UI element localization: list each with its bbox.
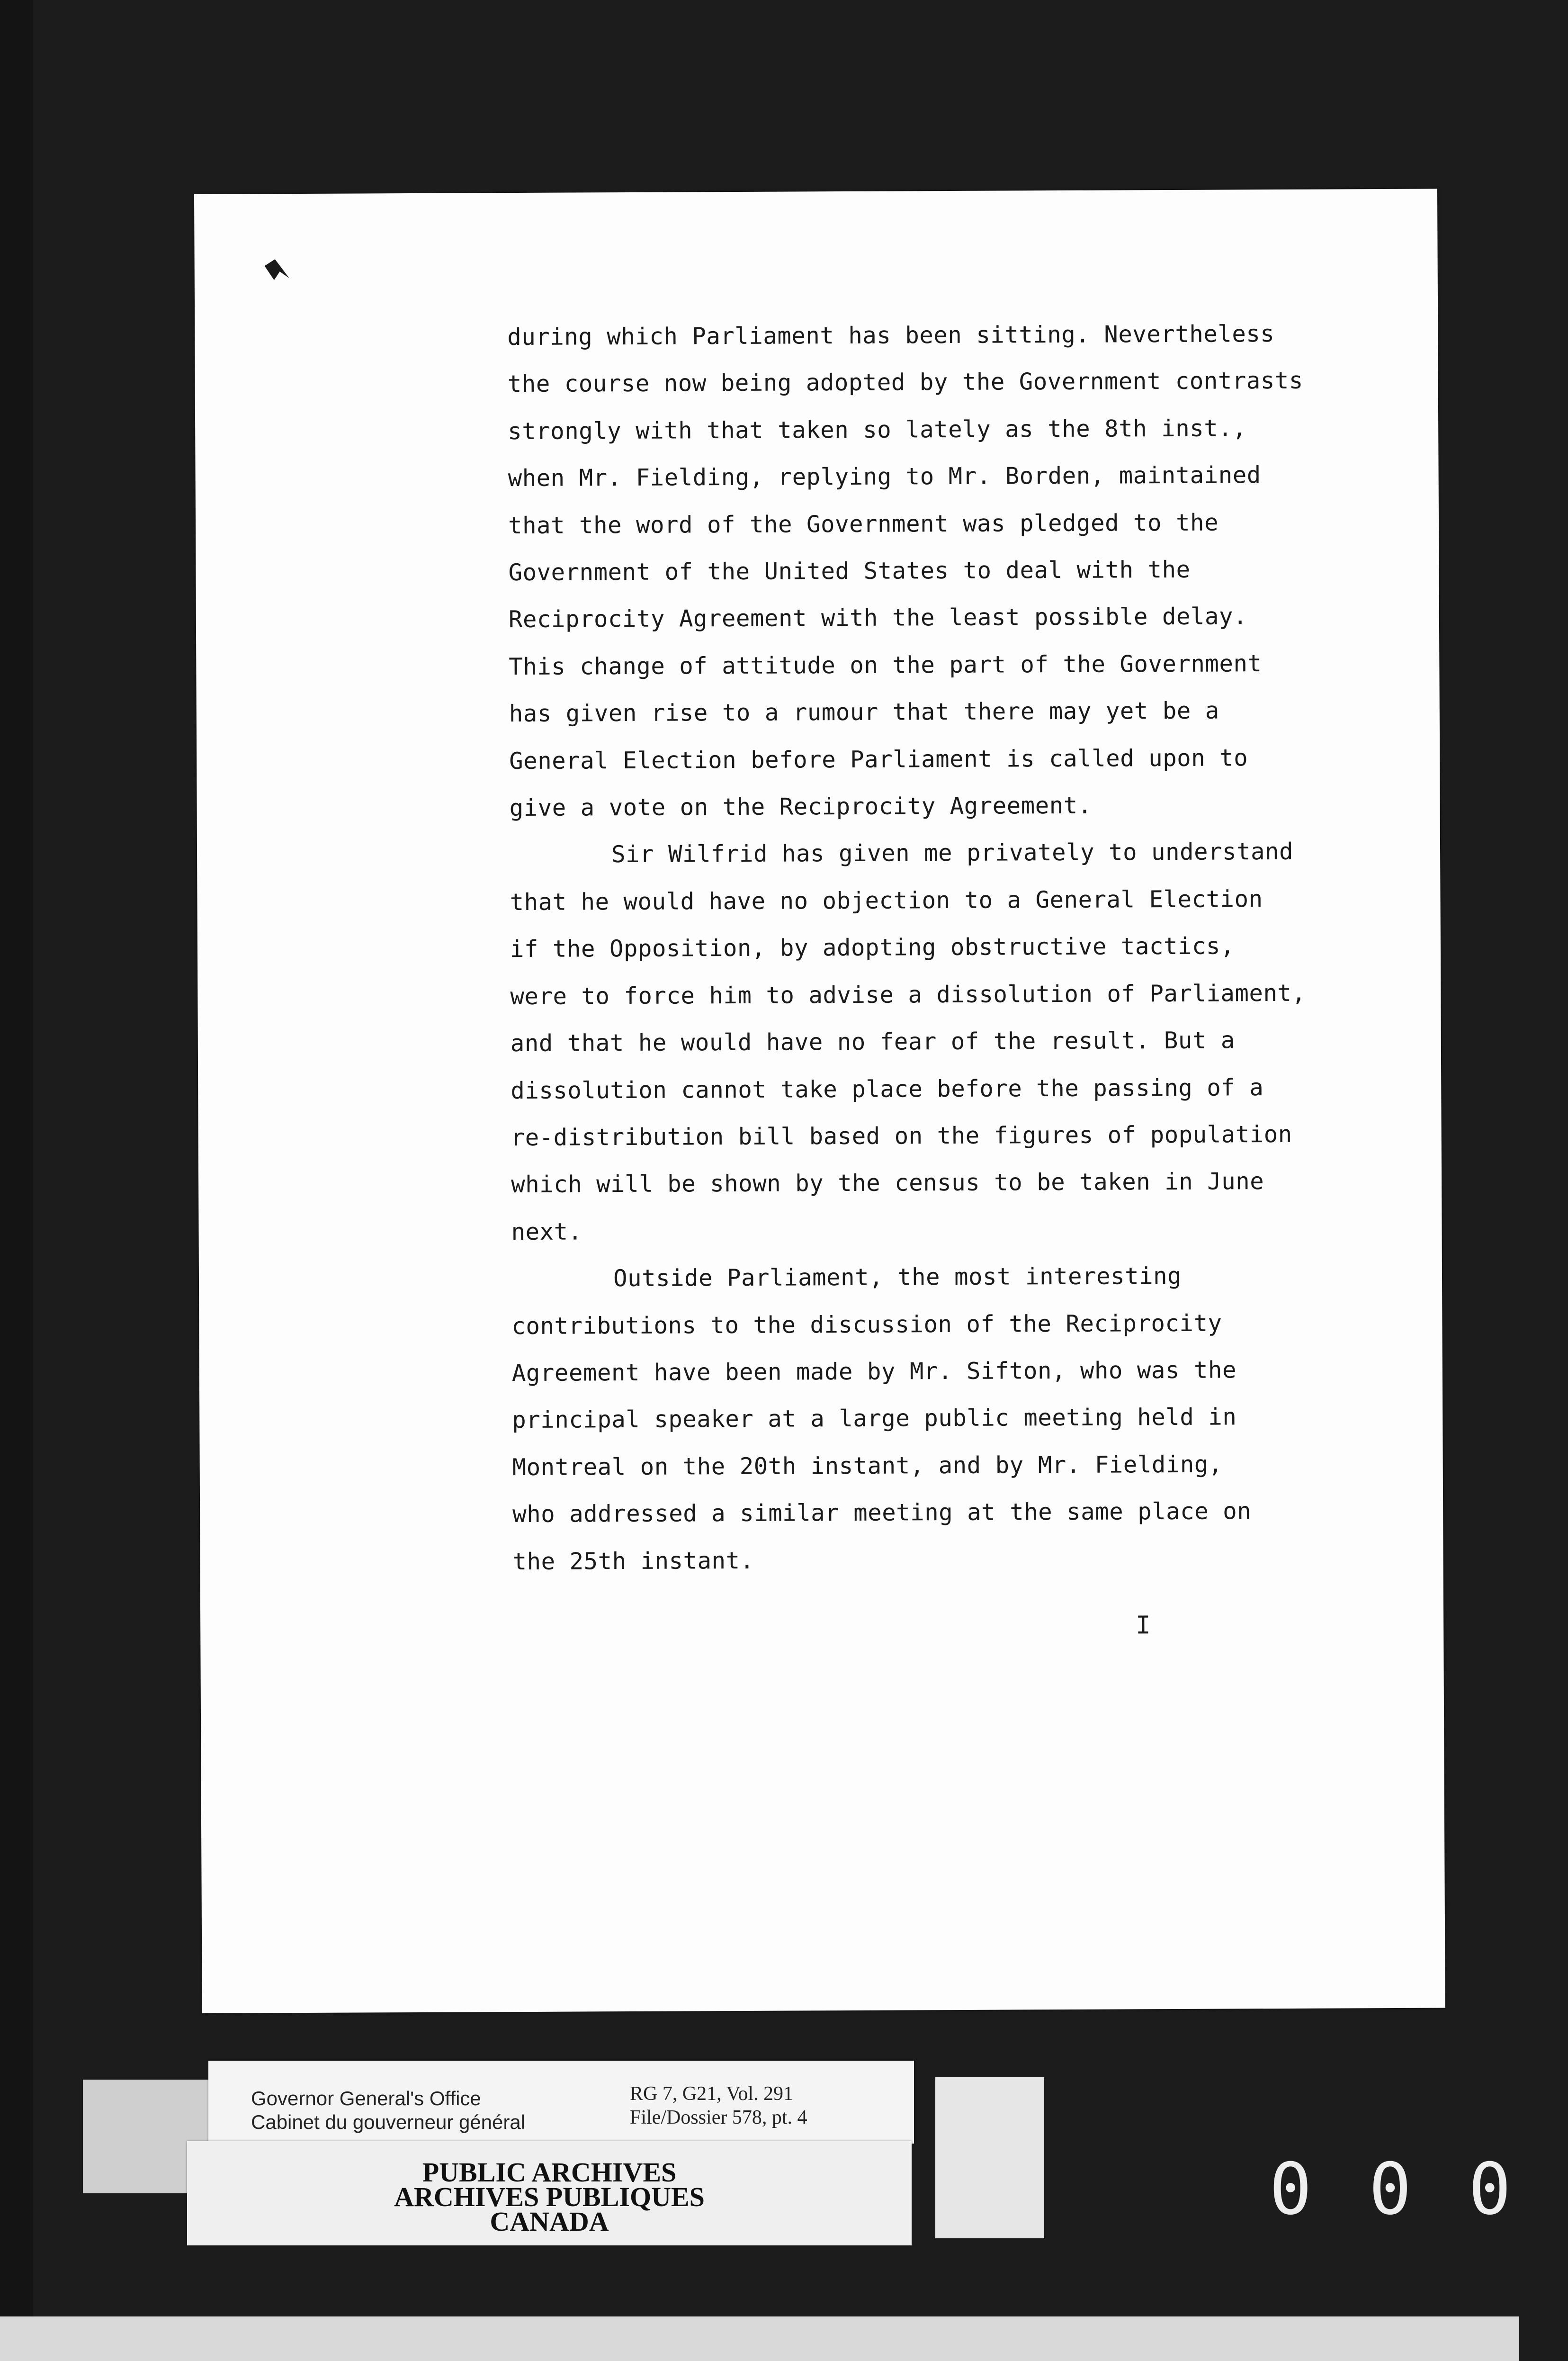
frame-number: 000 (1269, 2148, 1568, 2231)
page-corner-mark (261, 255, 294, 288)
office-names (251, 2087, 525, 2134)
text-line: principal speaker at a large public meeting held in (512, 1403, 1237, 1434)
film-edge (0, 0, 33, 2361)
reference-numbers (630, 2082, 807, 2129)
reference-line-2: File/Dossier 578, pt. 4 (630, 2107, 807, 2128)
text-line: the course now being adopted by the Government contrasts (507, 367, 1303, 398)
text-line: and that he would have no fear of the result. But a (510, 1027, 1235, 1057)
archives-title (187, 2157, 912, 2237)
text-line: Agreement have been made by Mr. Sifton, who was the (511, 1356, 1237, 1387)
text-line: contributions to the discussion of the Reciprocity (511, 1309, 1222, 1340)
text-line: during which Parliament has been sitting. Nevertheless (507, 320, 1275, 351)
text-line: Montreal on the 20th instant, and by Mr. Fielding, (512, 1451, 1223, 1481)
archives-name-fr: ARCHIVES PUBLIQUES (394, 2181, 705, 2212)
document-page (194, 189, 1445, 2013)
text-line: strongly with that taken so lately as the 8th inst., (508, 415, 1247, 445)
text-line: give a vote on the Reciprocity Agreement. (509, 792, 1092, 822)
text-line: were to force him to advise a dissolution of Parliament, (510, 979, 1306, 1010)
text-line: if the Opposition, by adopting obstructive tactics, (510, 932, 1235, 963)
text-line: that he would have no objection to a General Election (510, 885, 1263, 916)
text-line: re-distribution bill based on the figures of population (511, 1120, 1292, 1152)
text-line: which will be shown by the census to be taken in June (511, 1168, 1264, 1199)
archives-name-en: PUBLIC ARCHIVES (422, 2157, 677, 2188)
text-line: the 25th instant. (512, 1547, 754, 1575)
text-line: Reciprocity Agreement with the least possible delay. (508, 603, 1248, 633)
office-name-en: Governor General's Office (251, 2087, 481, 2109)
archive-reference-label (208, 2061, 914, 2144)
text-line: Sir Wilfrid has given me privately to understand (611, 838, 1294, 868)
text-line: General Election before Parliament is called upon to (509, 744, 1248, 775)
text-line: who addressed a similar meeting at the same place on (512, 1497, 1252, 1528)
text-line: has given rise to a rumour that there may yet be a (509, 697, 1219, 728)
film-bottom-edge (0, 2316, 1519, 2361)
text-line: This change of attitude on the part of the Government (509, 650, 1262, 680)
archives-country: CANADA (490, 2206, 609, 2237)
text-line: Outside Parliament, the most interesting (613, 1262, 1182, 1292)
text-line: dissolution cannot take place before the passing of a (511, 1073, 1264, 1104)
text-line: when Mr. Fielding, replying to Mr. Borden, maintained (508, 461, 1261, 492)
page-end-mark: I (1136, 1611, 1151, 1640)
office-name-fr: Cabinet du gouverneur général (251, 2111, 526, 2133)
text-line: that the word of the Government was pledged to the (508, 509, 1219, 539)
text-line: Government of the United States to deal with the (508, 556, 1191, 586)
reference-line-1: RG 7, G21, Vol. 291 (630, 2083, 794, 2105)
text-line: next. (511, 1218, 582, 1245)
typescript-body (507, 310, 1318, 1585)
label-fragment (935, 2077, 1044, 2238)
archives-stamp-label (187, 2141, 912, 2245)
